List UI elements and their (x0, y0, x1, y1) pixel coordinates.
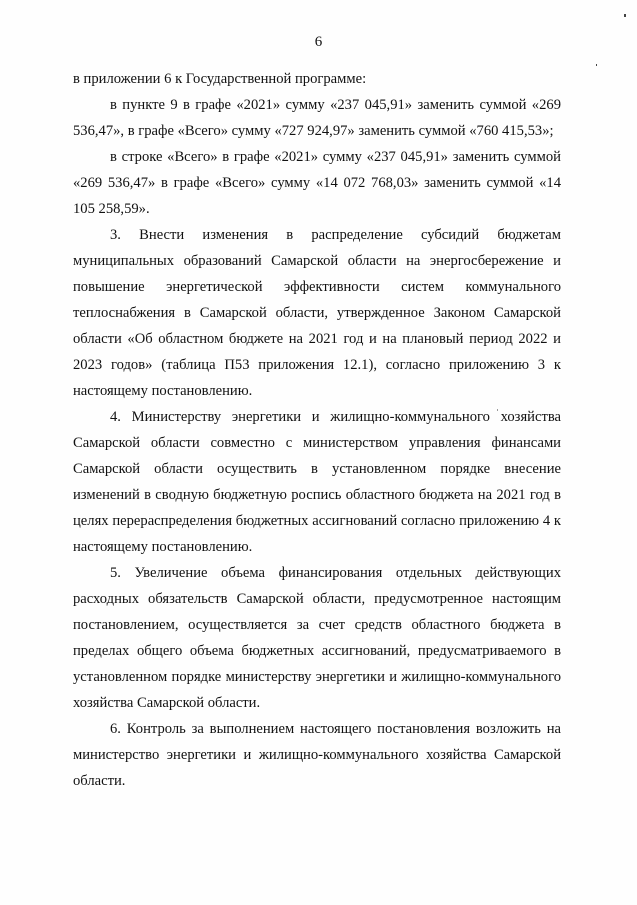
document-body (73, 66, 561, 794)
scan-speck (624, 14, 626, 17)
page-number: 6 (314, 34, 323, 50)
paragraph-total-row-amounts: в строке «Всего» в графе «2021» сумму «237 045,91» заменить суммой «269 536,47» в графе «Всего» сумму «14 072 768,03» заменить суммой «14 105 258,59». (73, 149, 561, 217)
paragraph-point-6: 6. Контроль за выполнением настоящего постановления возложить на министерство энергетики и жилищно-коммунального хозяйства Самарской области. (73, 721, 561, 789)
paragraph-point-3: 3. Внести изменения в распределение субсидий бюджетам муниципальных образований Самарской области на энергосбережение и повышение энергетической эффективности систем коммунального теплоснабжения в Самарской области, утвержденное Законом Самарской области «Об областном бюджете на 2021 год и на плановый период 2022 и 2023 годов» (таблица П53 приложения 12.1), согласно приложению 3 к настоящему постановлению. (73, 227, 561, 399)
paragraph-point-5: 5. Увеличение объема финансирования отдельных действующих расходных обязательств Самарской области, предусмотренное настоящим постановлением, осуществляется за счет средств областного бюджета в пределах общего объема бюджетных ассигнований, предусматриваемого в установленном порядке министерству энергетики и жилищно-коммунального хозяйства Самарской области. (73, 565, 561, 711)
paragraph-item-9-amounts: в пункте 9 в графе «2021» сумму «237 045,91» заменить суммой «269 536,47», в графе «Всего» сумму «727 924,97» заменить суммой «760 415,53»; (73, 97, 561, 139)
scan-speck (596, 64, 597, 66)
paragraph-point-4: 4. Министерству энергетики и жилищно-коммунального хозяйства Самарской области совместно с министерством управления финансами Самарской области осуществить в установленном порядке внесение изменений в сводную бюджетную роспись областного бюджета на 2021 год в целях перераспределения бюджетных ассигнований согласно приложению 4 к настоящему постановлению. (73, 409, 561, 555)
paragraph-intro: в приложении 6 к Государственной программе: (73, 71, 367, 87)
